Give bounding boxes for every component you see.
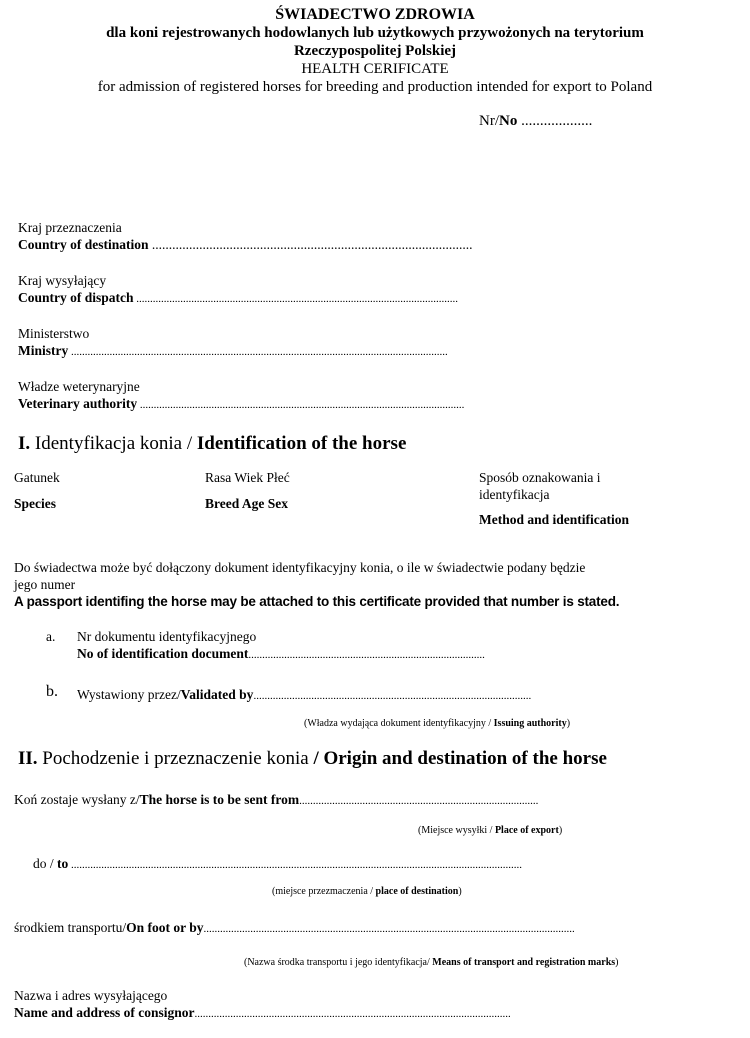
field-consignor [14,987,511,1023]
item-a-marker: a. [46,629,56,644]
method-label-en: Method and identification [479,512,630,527]
item-b-label-pl: Wystawiony przez/ [77,687,181,702]
sent-from-label-en: The horse is to be sent from [139,792,300,807]
section-1-heading [18,433,406,455]
sent-to-note-en: place of destination [375,886,459,897]
item-b-note-pl: (Władza wydająca dokument identyfikacyjny / [304,718,494,729]
method-label-pl-line2: identyfikacja [479,487,550,502]
sent-to-input-line[interactable]: .................................................................................................................................................................... [68,859,523,871]
transport-note-en: Means of transport and registration marks [432,957,616,968]
sent-from-note-end: ) [558,825,563,836]
column-breed-age-sex [205,469,290,512]
dispatch-label-en: Country of dispatch [18,290,134,305]
method-label-pl-line1: Sposób oznakowania i [479,470,601,485]
passport-note-en: A passport identifing the horse may be attached to this certificate provided that number is stated. [14,594,620,609]
passport-note-pl-line2: jego numer [14,577,76,592]
field-sent-from [14,791,538,810]
item-a [77,628,485,664]
sent-from-note [418,825,562,836]
certificate-title-en: HEALTH CERIFICATE [301,61,449,77]
passport-note-pl-line1: Do świadectwa może być dołączony dokument identyfikacyjny konia, o ile w świadectwie podany będzie [14,560,586,575]
item-b-marker: b. [46,683,58,700]
species-label-en: Species [14,496,56,511]
field-sent-to [33,855,522,874]
breed-age-sex-label-en: Breed Age Sex [205,496,288,511]
number-prefix: Nr/ [479,113,499,129]
section-2-title-pl: Pochodzenie i przeznaczenie konia [37,748,314,769]
sent-to-note-pl: (miejsce przezmaczenia / [272,886,376,897]
section-2-title-en: / Origin and destination of the horse [313,748,607,769]
sent-to-label-en: to [57,856,69,871]
transport-label-en: On foot or by [126,920,204,935]
ministry-label-pl: Ministerstwo [18,326,90,341]
sent-from-note-pl: (Miejsce wysyłki / [418,825,495,836]
column-method-identification [479,469,629,528]
destination-input-line[interactable]: ............................................................................................... [148,237,473,252]
certificate-number [479,113,592,130]
dispatch-label-pl: Kraj wysyłający [18,273,107,288]
item-a-label-pl: Nr dokumentu identyfikacyjnego [77,629,257,644]
sent-from-input-line[interactable]: ....................................................................................... [299,795,539,807]
transport-label-pl: środkiem transportu/ [14,920,127,935]
column-species [14,469,60,512]
item-a-input-line[interactable]: ...................................................................................... [248,649,485,661]
destination-label-en: Country of destination [18,237,149,252]
dispatch-input-line[interactable]: ..................................................................................................................... [133,293,459,305]
vet-label-pl: Władze weterynaryjne [18,379,140,394]
certificate-title-pl: ŚWIADECTWO ZDROWIA [275,6,475,23]
sent-from-note-en: Place of export [494,825,559,836]
item-b [77,686,531,705]
section-1-title-en: Identification of the horse [196,433,407,454]
sent-from-label-pl: Koń zostaje wysłany z/ [14,792,140,807]
item-b-note [304,718,570,729]
item-b-note-end: ) [566,718,571,729]
consignor-label-pl: Nazwa i adres wysyłającego [14,988,168,1003]
transport-input-line[interactable]: ....................................................................................................................................... [203,923,575,935]
field-transport [14,919,575,938]
section-2-heading [18,748,607,770]
vet-label-en: Veterinary authority [18,396,138,411]
number-dots: ................... [517,113,593,129]
certificate-subtitle-en: for admission of registered horses for breeding and production intended for export to Poland [97,79,653,95]
field-dispatch [18,272,458,308]
item-b-label-en: Validated by [180,687,254,702]
number-label: No [499,113,518,129]
breed-age-sex-label-pl: Rasa Wiek Płeć [205,470,290,485]
transport-note-end: ) [615,957,619,968]
sent-to-note-end: ) [458,886,462,897]
certificate-subtitle-pl-line2: Rzeczypospolitej Polskiej [293,43,457,59]
sent-to-note [272,886,462,897]
section-1-title-pl: Identyfikacja konia / [30,433,197,454]
consignor-label-en: Name and address of consignor [14,1005,195,1020]
field-destination [18,219,473,253]
item-a-label-en: No of identification document [77,646,249,661]
ministry-label-en: Ministry [18,343,69,358]
sent-to-label-pl: do / [33,856,58,871]
certificate-subtitle-pl-line1: dla koni rejestrowanych hodowlanych lub użytkowych przywożonych na terytorium [106,25,644,41]
consignor-input-line[interactable]: ................................................................................................................... [194,1008,511,1020]
destination-label-pl: Kraj przeznaczenia [18,220,122,235]
transport-note [244,957,619,968]
ministry-input-line[interactable]: ......................................................................................................................................... [68,346,448,358]
passport-note [14,559,619,610]
field-vet-authority [18,378,464,414]
section-2-numeral: II. [18,748,38,769]
section-1-numeral: I. [18,433,31,454]
vet-input-line[interactable]: ...................................................................................................................... [137,399,465,411]
transport-note-pl: (Nazwa środka transportu i jego identyfikacja/ [244,957,433,968]
item-b-input-line[interactable]: ..................................................................................................... [253,690,532,702]
item-b-note-en: Issuing authority [493,718,567,729]
field-ministry [18,325,448,361]
species-label-pl: Gatunek [14,470,60,485]
